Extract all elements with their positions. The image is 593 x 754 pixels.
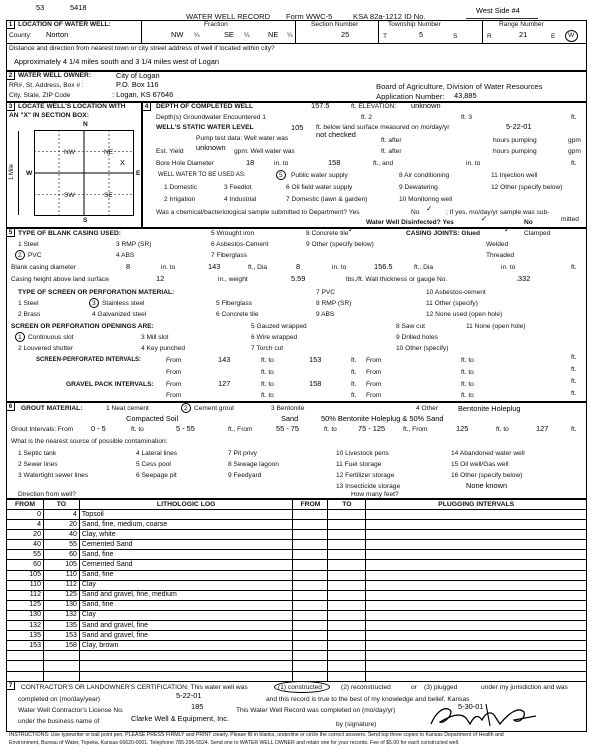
casing-diameter-1: 8 xyxy=(126,262,131,271)
bore-to: 158 xyxy=(328,158,341,167)
mile-label: 1 Mile xyxy=(9,164,15,181)
form-title: WATER WELL RECORD xyxy=(186,12,271,21)
address-value: P.O. Box 116 xyxy=(116,80,159,89)
pump-not-checked: not checked xyxy=(316,130,356,139)
west-side-note: West Side #4 xyxy=(476,6,520,15)
form-number: Form WWC-5 xyxy=(286,12,333,21)
grout-interval-1: 0 - 5 xyxy=(91,424,106,433)
grout-interval-4: 75 - 125 xyxy=(358,424,386,433)
fraction-2: SE xyxy=(224,30,234,39)
casing-height: 12 xyxy=(156,274,165,283)
grout-compacted-soil: Compacted Soil xyxy=(126,414,179,423)
wall-gauge: .332 xyxy=(516,274,531,283)
static-value: 105 xyxy=(291,123,304,132)
casing-to-1: 143 xyxy=(208,262,221,271)
application-label: Application Number: xyxy=(376,92,445,101)
id-underline xyxy=(466,18,538,19)
screen-material-label: TYPE OF SCREEN OR PERFORATION MATERIAL: xyxy=(18,289,175,296)
pump-label: Pump test data: Well water was xyxy=(196,135,289,142)
application-number: 43,885 xyxy=(454,91,477,100)
use-label: WELL WATER TO BE USED AS: xyxy=(158,172,246,178)
table-row: 105 110 Sand, fine xyxy=(7,570,587,580)
grout-interval-5: 125 xyxy=(456,424,469,433)
section-5-number: 5 xyxy=(6,228,15,237)
direction-label: Direction from well? xyxy=(18,491,76,498)
grout-interval-6: 127 xyxy=(536,424,549,433)
county-label: County: xyxy=(9,32,32,39)
distance-label: Distance and direction from nearest town or city street address of well if located within city? xyxy=(9,45,275,52)
section-2-number: 2 xyxy=(6,71,15,80)
range-number: 21 xyxy=(519,30,528,39)
signature-image xyxy=(426,702,546,730)
casing-diameter-2: 8 xyxy=(296,262,301,271)
grout-intervals-label: Grout Intervals: From xyxy=(11,426,74,433)
table-row xyxy=(7,671,587,681)
table-row xyxy=(7,651,587,661)
header-to-2: TO xyxy=(328,500,366,510)
grout-other-value: Bentonite Holeplug xyxy=(458,404,521,413)
section-number: 25 xyxy=(341,30,350,39)
county-value: Norton xyxy=(46,30,69,39)
table-row: 130 132 Clay xyxy=(7,610,587,620)
lithologic-log-table xyxy=(6,499,587,682)
instructions-line-1: INSTRUCTIONS: Use typewriter or ball point pen. PLEASE PRESS FIRMLY and PRINT clearly. Please fill in blanks, underline or circle the correct answers. Send top three copies to Kansas Department of Health and xyxy=(9,732,504,738)
table-row: 0 4 Topsoil xyxy=(7,510,587,520)
contamination-label: What is the nearest source of possible contamination: xyxy=(11,438,168,445)
chem-no-check: ✓ xyxy=(426,204,433,213)
table-row: 4 20 Sand, fine, medium, coarse xyxy=(7,520,587,530)
grout-cement: Cement grout xyxy=(194,405,234,412)
casing-weight: 5.59 xyxy=(291,274,306,283)
contamination-none-known: None known xyxy=(466,481,508,490)
use-public-water: Public water supply xyxy=(291,172,348,179)
form-code-2: 5418 xyxy=(70,3,87,12)
completed-label: completed on (mo/day/year) xyxy=(18,696,101,703)
table-row: 60 105 Cemented Sand xyxy=(7,560,587,570)
gravel-intervals-label: GRAVEL PACK INTERVALS: xyxy=(66,381,154,388)
range-label: Range Number xyxy=(499,21,544,28)
grout-interval-2: 5 - 55 xyxy=(176,424,195,433)
est-yield-value: unknown xyxy=(196,143,226,152)
fraction-3: NE xyxy=(268,30,279,39)
section-3-number: 3 xyxy=(6,102,15,111)
chemical-sample-label: Was a chemical/bacteriological sample submitted to Department? Yes xyxy=(156,209,360,216)
location-label: LOCATION OF WATER WELL: xyxy=(18,21,111,28)
license-label: Water Well Contractor's License No. xyxy=(18,707,124,714)
header-lithologic-log: LITHOLOGIC LOG xyxy=(79,500,293,510)
header-plugging-intervals: PLUGGING INTERVALS xyxy=(366,500,587,510)
table-row: 55 60 Sand, fine xyxy=(7,550,587,560)
section-6-number: 6 xyxy=(6,402,15,411)
joints-glued-check: ✓ xyxy=(504,225,511,234)
address-label: RR#, St. Address, Box # : xyxy=(9,82,84,89)
est-yield-label: Est. Yield xyxy=(156,148,184,155)
disinfected-yes-check: ✓ xyxy=(481,214,488,223)
record-date: 5-30-01 xyxy=(458,702,484,711)
table-row: 110 112 Clay xyxy=(7,580,587,590)
water-well-record-form: 53 5418 WATER WELL RECORD Form WWC-5 KSA 82a-1212 ID No. West Side #4 1 LOCATION OF WATER WELL: County: Norton Fraction NW ¼ SE ¼ NE ¼ Section Number 25 Township Number T 5 S Range Number R 21 E W Distance and direction from nearest town or city street address of well if located within city? Approximately 4 1/4 miles south and 3 1/4 miles west of Logan 2 WATER WELL OWNER: City of Logan RR#, St. Address, Box # : P.O. Box 116 City, State, ZIP Code : Logan, KS 67646 Board of Agriculture, Division of Water Resources Application Number: 43,885 3 LOCATE WELL'S LOCATION WITH AN "X" IN SECTION BOX: N S W E 1 Mile NW NE SW SE X 4 DEPTH OF COMPLETED WELL 157.5 ft. ELEVATION: unknown Depth(s) Groundwater Encountered 1 ft. 2 ft. 3 ft. WELL'S STATIC WATER LEVEL 105 ft. below land surface measured on mo/day/yr 5-22-01 Pump test data: Well water was not checked ft. after hours pumping gpm Est. Yield unknown gpm: Well water was ft. after hours pumping gpm Bore Hole Diameter 18 in. to 158 ft., and in. to ft. WELL WATER TO BE USED AS: 5 Public water supply 8 Air conditioning 11 Injection well 1 Domestic 3 Feedlot 6 Oil field water supply 9 Dewatering 12 Other (specify below) 2 Irrigation 4 Industrial 7 Domestic (lawn & garden) 10 Monitoring well Was a chemical/bacteriological sample submitted to Department? Yes No ✓ ; If yes, mo/day/yr sample was sub- mitted Water Well Disinfected? Yes ✓ No 5 TYPE OF BLANK CASING USED: 5 Wrought iron 8 Concrete tile ✓ CASING JOINTS: Glued ✓ Clamped 1 Steel 3 RMP (SR) 6 Asbestos-Cement 9 Other (specify below) Welded 2 PVC 4 ABS 7 Fiberglass Threaded Blank casing diameter 8 in. to 143 ft., Dia 8 in. to 156.5 ft., Dia in. to ft. Casing height above land surface 12 in., weight 5.59 lbs./ft. Wall thickness or gauge No. .332 TYPE OF SCREEN OR PERFORATION MATERIAL: 7 PVC 10 Asbestos-cement 1 Steel 3 Stainless steel 5 Fiberglass 8 RMP (SR) 11 Other (specify) 2 Brass 4 Galvanized steel 6 Concrete tile 9 ABS 12 None used (open hole) SCREEN OR PERFORATION OPENINGS ARE: 5 Gauzed wrapped 8 Saw cut 11 None (open hole) 1 Continuous slot 3 Mill slot 6 Wire wrapped 9 Drilled holes 2 Louvered shutter 4 Key punched 7 Torch cut 10 Other (specify) SCREEN-PERFORATED INTERVALS: From 143 ft. to 153 ft. From ft. to ft. From ft. to ft. From ft. to ft. GRAVEL PACK INTERVALS: From 127 ft. to 158 ft. From ft. to ft. From ft. to ft. From ft. to ft. 6 GROUT MATERIAL: 1 Neat cement 2 Cement grout 3 Bentonite 4 Other Bentonite Holeplug Compacted Soil Sand 50% Bentonite Holeplug & 50% Sand Grout Intervals: From 0 - 5 ft. to 5 - 55 ft., From 55 - 75 ft. to 75 - 125 ft., From 125 ft. to 127 ft. What is the nearest source of possible contamination: 1 Septic tank 4 Lateral lines 7 Pit privy 10 Livestock pens 14 Abandoned water well 2 Sewer lines 5 Cess pool 8 Sewage lagoon 11 Fuel storage 15 Oil well/Gas well 3 Watertight sewer lines 6 Seepage pit 9 Feedyard 12 Fertilizer storage 16 Other (specify below) 13 Insecticide storage None known Direction from well? How many feet? FROM TO LITHOLOGIC LOG FROM TO PLUGGING INTERVALS 0 4 Topsoil 4 20 Sand, fine, medium, coarse 20 40 Clay, white 40 55 Cemented Sand 55 60 Sand, fine 60 105 Cemented Sand 105 110 Sand, fine 110 112 Clay 112 125 Sand and gravel, fine, medium 125 130 Sand, fine 130 132 Clay 132 135 Sand and gravel, fine 135 153 Sand and gravel, fine 153 158 Clay, brown 7 CONTRACTOR'S OR LANDOWNER'S CERTIFICATION: This water well was (1) constructed (2) reconstructed or (3) plugged under my jurisdiction and was completed on (mo/day/year) 5-22-01 and this record is true to the best of my knowledge and belief. Kansas Water Well Contractor's License No. 185 This Water Well Record was completed on (mo/day/yr) 5-30-01 under the business name of Clarke Well & Equipment, Inc. by (signature) INSTRUCTIONS: Use typewriter or ball point pen. PLEASE PRESS FIRMLY and PRINT clearly. Please fill in blanks, underline or circle the correct answers. Send top three copies to Kansas Department of Health and Environment, Bureau of Water, Topeka, Kansas 66620-0001. Telephone 785-296-5524. Send one to WATER WELL OWNER and retain one for your records. Fee of $5.00 for each constructed well. xyxy=(6,4,587,750)
table-row: 125 130 Sand, fine xyxy=(7,600,587,610)
screen-stainless: Stainless steel xyxy=(102,300,145,307)
business-name: Clarke Well & Equipment, Inc. xyxy=(131,714,230,723)
table-row: 20 40 Clay, white xyxy=(7,530,587,540)
range-w: W xyxy=(568,32,575,39)
owner-value: City of Logan xyxy=(116,71,160,80)
gravel-to-1: 158 xyxy=(309,379,322,388)
openings-label: SCREEN OR PERFORATION OPENINGS ARE: xyxy=(11,323,154,330)
disinfected-label: Water Well Disinfected? Yes xyxy=(366,219,454,226)
elevation-value: unknown xyxy=(411,101,441,110)
instructions-line-2: Environment, Bureau of Water, Topeka, Kansas 66620-0001. Telephone 785-296-5524. Send one to WATER WELL OWNER and retain one for your records. Fee of $5.00 for each constructed well. xyxy=(9,740,460,746)
depth-label: DEPTH OF COMPLETED WELL xyxy=(156,103,254,110)
bore-diameter: 18 xyxy=(246,158,255,167)
table-row: 135 153 Sand and gravel, fine xyxy=(7,631,587,641)
grout-sand: Sand xyxy=(281,414,299,423)
table-row: 112 125 Sand and gravel, fine, medium xyxy=(7,590,587,600)
perf-from-1: 143 xyxy=(218,355,231,364)
perforated-intervals-label: SCREEN-PERFORATED INTERVALS: xyxy=(36,357,142,363)
section-1-number: 1 xyxy=(6,20,15,29)
table-row: 153 158 Clay, brown xyxy=(7,641,587,651)
casing-diameter-label: Blank casing diameter xyxy=(11,264,76,271)
table-row: 132 135 Sand and gravel, fine xyxy=(7,621,587,631)
section-number-label: Section Number xyxy=(311,21,359,28)
locate-label: LOCATE WELL'S LOCATION WITH xyxy=(18,103,126,110)
bore-label: Bore Hole Diameter xyxy=(156,160,214,167)
casing-pvc: PVC xyxy=(28,252,42,259)
board-label: Board of Agriculture, Division of Water Resources xyxy=(376,82,543,91)
section-4-number: 4 xyxy=(142,102,151,111)
static-date: 5-22-01 xyxy=(506,122,532,131)
casing-to-2: 156.5 xyxy=(374,262,393,271)
header-from: FROM xyxy=(7,500,44,510)
grout-mix: 50% Bentonite Holeplug & 50% Sand xyxy=(321,414,444,423)
perf-to-1: 153 xyxy=(309,355,322,364)
depth-value: 157.5 xyxy=(311,101,330,110)
gravel-from-1: 127 xyxy=(218,379,231,388)
header-from-2: FROM xyxy=(293,500,328,510)
fraction-label: Fraction xyxy=(204,21,228,28)
table-row xyxy=(7,661,587,671)
location-x-mark: X xyxy=(120,158,125,167)
township-number: 5 xyxy=(419,30,424,39)
completed-date: 5-22-01 xyxy=(176,691,202,700)
section-grid xyxy=(34,130,134,216)
static-label: WELL'S STATIC WATER LEVEL xyxy=(156,124,254,131)
business-label: under the business name of xyxy=(18,718,100,725)
opening-continuous-slot: Continuous slot xyxy=(28,334,74,341)
license-number: 185 xyxy=(191,702,204,711)
groundwater-label: Depth(s) Groundwater Encountered 1 xyxy=(156,114,266,121)
signature-label: by (signature) xyxy=(336,721,377,728)
casing-joints-label: CASING JOINTS: Glued xyxy=(406,230,481,237)
fraction-1: NW xyxy=(171,30,184,39)
certification-label: CONTRACTOR'S OR LANDOWNER'S CERTIFICATION: This water well was xyxy=(21,684,248,691)
ksa-id: KSA 82a-1212 ID No. xyxy=(353,12,426,21)
township-label: Township Number xyxy=(388,21,441,28)
table-header-row xyxy=(7,500,587,510)
grout-material-label: GROUT MATERIAL: xyxy=(21,405,83,412)
how-many-feet-label: How many feet? xyxy=(351,491,399,498)
distance-value: Approximately 4 1/4 miles south and 3 1/4 miles west of Logan xyxy=(14,57,219,66)
casing-height-label: Casing height above land surface xyxy=(11,276,109,283)
section-7-number: 7 xyxy=(6,681,15,690)
form-code-1: 53 xyxy=(36,3,45,12)
cert-constructed: (1) constructed xyxy=(278,684,322,691)
casing-type-label: TYPE OF BLANK CASING USED: xyxy=(18,230,121,237)
table-row: 40 55 Cemented Sand xyxy=(7,540,587,550)
locate-label-2: AN "X" IN SECTION BOX: xyxy=(9,112,89,119)
city-value: : Logan, KS 67646 xyxy=(112,90,174,99)
city-label: City, State, ZIP Code xyxy=(9,92,71,99)
header-to: TO xyxy=(43,500,79,510)
owner-label: WATER WELL OWNER: xyxy=(18,72,92,79)
grout-interval-3: 55 - 75 xyxy=(276,424,300,433)
